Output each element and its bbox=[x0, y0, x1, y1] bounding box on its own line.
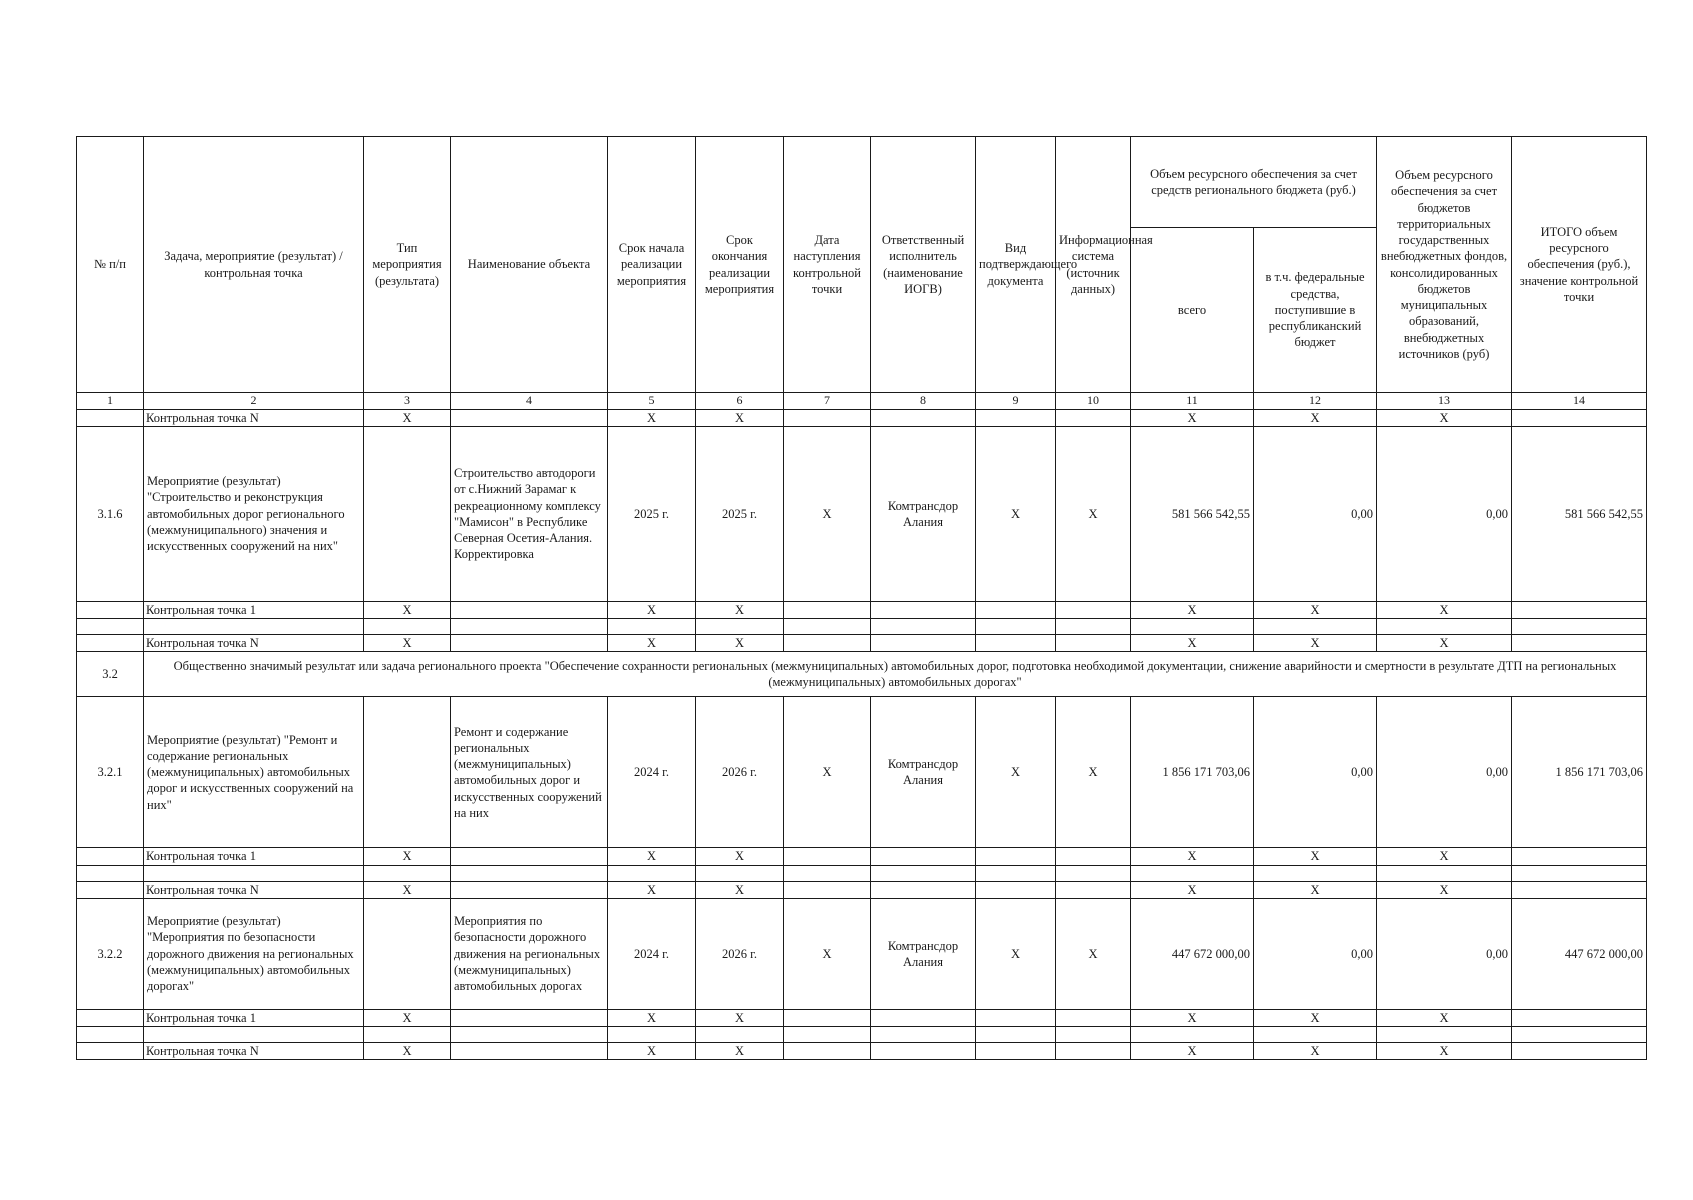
object-name: Строительство автодороги от с.Нижний Зарамаг к рекреационному комплексу "Мамисон" в Республике Северная Осетия-Алания. Корректировка bbox=[451, 426, 608, 601]
object-name: Ремонт и содержание региональных (межмуниципальных) автомобильных дорог и искусственных сооружений на них bbox=[451, 697, 608, 848]
x-mark: X bbox=[976, 697, 1056, 848]
x-mark: X bbox=[1131, 635, 1254, 652]
column-numbers-row bbox=[77, 393, 1647, 410]
header-cp-date: Дата наступления контрольной точки bbox=[784, 137, 871, 393]
x-mark: X bbox=[1131, 601, 1254, 618]
x-mark: X bbox=[364, 881, 451, 898]
start-year: 2025 г. bbox=[608, 426, 696, 601]
x-mark: X bbox=[1377, 1043, 1512, 1060]
row-number: 3.2.2 bbox=[77, 898, 144, 1009]
col-number: 1 bbox=[77, 393, 144, 410]
budget-total: 581 566 542,55 bbox=[1131, 426, 1254, 601]
budget-other: 0,00 bbox=[1377, 697, 1512, 848]
control-point-row bbox=[77, 881, 1647, 898]
col-number: 3 bbox=[364, 393, 451, 410]
blank-row bbox=[77, 619, 1647, 635]
control-point-label: Контрольная точка N bbox=[144, 881, 364, 898]
x-mark: X bbox=[1056, 898, 1131, 1009]
col-number: 4 bbox=[451, 393, 608, 410]
executor: Комтрансдор Алания bbox=[871, 898, 976, 1009]
header-row bbox=[77, 137, 1647, 228]
control-point-row bbox=[77, 1009, 1647, 1026]
task-row-3-2 bbox=[77, 652, 1647, 697]
budget-federal: 0,00 bbox=[1254, 898, 1377, 1009]
col-number: 13 bbox=[1377, 393, 1512, 410]
row-number: 3.2 bbox=[77, 652, 144, 697]
x-mark: X bbox=[976, 426, 1056, 601]
x-mark: X bbox=[1056, 426, 1131, 601]
header-executor: Ответственный исполнитель (наименование ИОГВ) bbox=[871, 137, 976, 393]
event-title: Мероприятие (результат) "Ремонт и содержание региональных (межмуниципальных) автомобильных дорог и искусственных сооружений на них" bbox=[144, 697, 364, 848]
x-mark: X bbox=[1377, 601, 1512, 618]
control-point-label: Контрольная точка N bbox=[144, 1043, 364, 1060]
event-row-3-2-1 bbox=[77, 697, 1647, 848]
x-mark: X bbox=[608, 881, 696, 898]
executor: Комтрансдор Алания bbox=[871, 697, 976, 848]
x-mark: X bbox=[1377, 1009, 1512, 1026]
budget-total: 1 856 171 703,06 bbox=[1131, 697, 1254, 848]
control-point-label: Контрольная точка 1 bbox=[144, 601, 364, 618]
budget-itogo: 447 672 000,00 bbox=[1512, 898, 1647, 1009]
col-number: 8 bbox=[871, 393, 976, 410]
col-number: 5 bbox=[608, 393, 696, 410]
control-point-label: Контрольная точка 1 bbox=[144, 1009, 364, 1026]
control-point-row bbox=[77, 635, 1647, 652]
x-mark: X bbox=[1254, 1043, 1377, 1060]
x-mark: X bbox=[784, 697, 871, 848]
x-mark: X bbox=[1131, 1043, 1254, 1060]
x-mark: X bbox=[608, 1043, 696, 1060]
x-mark: X bbox=[1254, 848, 1377, 865]
header-federal: в т.ч. федеральные средства, поступившие в республиканский бюджет bbox=[1254, 228, 1377, 393]
col-number: 6 bbox=[696, 393, 784, 410]
x-mark: X bbox=[608, 848, 696, 865]
header-regional-budget: Объем ресурсного обеспечения за счет средств регионального бюджета (руб.) bbox=[1131, 137, 1377, 228]
x-mark: X bbox=[1377, 881, 1512, 898]
x-mark: X bbox=[1131, 409, 1254, 426]
task-title: Общественно значимый результат или задача регионального проекта "Обеспечение сохранности региональных (межмуниципальных) автомобильных дорог, подготовка необходимой документации, снижение аварийности и смертности в результате ДТП на региональных (межмуниципальных) автомобильных дорогах" bbox=[144, 652, 1647, 697]
budget-federal: 0,00 bbox=[1254, 697, 1377, 848]
event-title: Мероприятие (результат) "Строительство и реконструкция автомобильных дорог регионального (межмуниципального) значения и искусственных сооружений на них" bbox=[144, 426, 364, 601]
x-mark: X bbox=[784, 426, 871, 601]
control-point-row bbox=[77, 1043, 1647, 1060]
x-mark: X bbox=[696, 635, 784, 652]
x-mark: X bbox=[608, 1009, 696, 1026]
start-year: 2024 г. bbox=[608, 898, 696, 1009]
executor: Комтрансдор Алания bbox=[871, 426, 976, 601]
event-row-3-2-2 bbox=[77, 898, 1647, 1009]
header-num: № п/п bbox=[77, 137, 144, 393]
event-row-3-1-6 bbox=[77, 426, 1647, 601]
x-mark: X bbox=[364, 1009, 451, 1026]
x-mark: X bbox=[364, 848, 451, 865]
header-itogo: ИТОГО объем ресурсного обеспечения (руб.), значение контрольной точки bbox=[1512, 137, 1647, 393]
end-year: 2026 г. bbox=[696, 697, 784, 848]
blank-row bbox=[77, 1027, 1647, 1043]
budget-federal: 0,00 bbox=[1254, 426, 1377, 601]
event-title: Мероприятие (результат) "Мероприятия по безопасности дорожного движения на региональных (межмуниципальных) автомобильных дорогах" bbox=[144, 898, 364, 1009]
x-mark: X bbox=[1131, 1009, 1254, 1026]
control-point-label: Контрольная точка N bbox=[144, 409, 364, 426]
blank-row bbox=[77, 865, 1647, 881]
header-object: Наименование объекта bbox=[451, 137, 608, 393]
x-mark: X bbox=[608, 601, 696, 618]
x-mark: X bbox=[364, 409, 451, 426]
col-number: 7 bbox=[784, 393, 871, 410]
x-mark: X bbox=[696, 1009, 784, 1026]
x-mark: X bbox=[696, 848, 784, 865]
header-other-sources: Объем ресурсного обеспечения за счет бюджетов территориальных государственных внебюджетных фондов, консолидированных бюджетов муниципальных образований, внебюджетных источников (руб) bbox=[1377, 137, 1512, 393]
x-mark: X bbox=[1131, 848, 1254, 865]
x-mark: X bbox=[696, 601, 784, 618]
resource-table bbox=[76, 136, 1647, 1060]
col-number: 2 bbox=[144, 393, 364, 410]
object-name: Мероприятия по безопасности дорожного движения на региональных (межмуниципальных) автомобильных дорогах bbox=[451, 898, 608, 1009]
x-mark: X bbox=[1254, 409, 1377, 426]
x-mark: X bbox=[364, 601, 451, 618]
x-mark: X bbox=[1254, 881, 1377, 898]
header-start: Срок начала реализации мероприятия bbox=[608, 137, 696, 393]
header-total: всего bbox=[1131, 228, 1254, 393]
col-number: 10 bbox=[1056, 393, 1131, 410]
end-year: 2026 г. bbox=[696, 898, 784, 1009]
x-mark: X bbox=[1254, 1009, 1377, 1026]
x-mark: X bbox=[1377, 635, 1512, 652]
x-mark: X bbox=[364, 635, 451, 652]
header-system: Информационная система (источник данных) bbox=[1056, 137, 1131, 393]
x-mark: X bbox=[976, 898, 1056, 1009]
end-year: 2025 г. bbox=[696, 426, 784, 601]
col-number: 9 bbox=[976, 393, 1056, 410]
x-mark: X bbox=[608, 635, 696, 652]
header-type: Тип мероприятия (результата) bbox=[364, 137, 451, 393]
row-number: 3.1.6 bbox=[77, 426, 144, 601]
x-mark: X bbox=[1131, 881, 1254, 898]
x-mark: X bbox=[1377, 848, 1512, 865]
control-point-row bbox=[77, 601, 1647, 618]
x-mark: X bbox=[784, 898, 871, 1009]
x-mark: X bbox=[696, 409, 784, 426]
budget-total: 447 672 000,00 bbox=[1131, 898, 1254, 1009]
col-number: 11 bbox=[1131, 393, 1254, 410]
header-doc: Вид подтверждающего документа bbox=[976, 137, 1056, 393]
control-point-label: Контрольная точка N bbox=[144, 635, 364, 652]
row-number: 3.2.1 bbox=[77, 697, 144, 848]
control-point-row bbox=[77, 409, 1647, 426]
x-mark: X bbox=[1254, 635, 1377, 652]
budget-itogo: 581 566 542,55 bbox=[1512, 426, 1647, 601]
control-point-row bbox=[77, 848, 1647, 865]
x-mark: X bbox=[696, 1043, 784, 1060]
x-mark: X bbox=[608, 409, 696, 426]
control-point-label: Контрольная точка 1 bbox=[144, 848, 364, 865]
x-mark: X bbox=[1254, 601, 1377, 618]
x-mark: X bbox=[1377, 409, 1512, 426]
x-mark: X bbox=[696, 881, 784, 898]
col-number: 12 bbox=[1254, 393, 1377, 410]
budget-other: 0,00 bbox=[1377, 898, 1512, 1009]
budget-other: 0,00 bbox=[1377, 426, 1512, 601]
header-task: Задача, мероприятие (результат) / контрольная точка bbox=[144, 137, 364, 393]
x-mark: X bbox=[1056, 697, 1131, 848]
header-end: Срок окончания реализации мероприятия bbox=[696, 137, 784, 393]
x-mark: X bbox=[364, 1043, 451, 1060]
col-number: 14 bbox=[1512, 393, 1647, 410]
budget-itogo: 1 856 171 703,06 bbox=[1512, 697, 1647, 848]
start-year: 2024 г. bbox=[608, 697, 696, 848]
